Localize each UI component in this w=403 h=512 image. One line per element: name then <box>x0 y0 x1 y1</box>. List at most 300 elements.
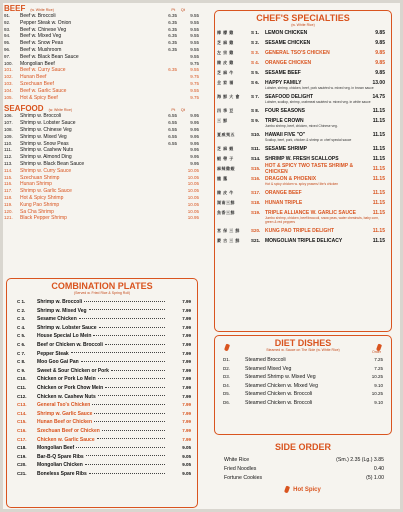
beef-item-number: 97. <box>4 53 11 59</box>
chef-item-name: HOT & SPICY TWO TASTE SHRIMP & CHICKEN <box>265 162 354 175</box>
chef-item-head <box>217 162 385 175</box>
chef-item-name: LEMON CHICKEN <box>265 29 308 36</box>
beef-item-name: Beef w. Mixed Veg <box>20 33 62 40</box>
seafood-item <box>4 215 199 222</box>
diet-item-name: Steamed Chicken w. Mixed Veg <box>245 382 318 389</box>
diet-item <box>223 373 383 382</box>
seafood-item-number: 114. <box>4 167 13 173</box>
seafood-item <box>4 209 199 216</box>
diet-item <box>223 399 383 408</box>
combo-item <box>17 350 191 359</box>
seafood-item-qt-price: 10.05 <box>187 174 199 180</box>
diet-item-number: D6. <box>223 399 231 405</box>
combo-list <box>7 295 197 478</box>
beef-item-pt-price: 6.35 <box>168 40 177 46</box>
diet-item-price: 10.25 <box>371 374 383 380</box>
seafood-item-name: Hunan Shrimp <box>20 181 52 188</box>
seafood-item <box>4 202 199 209</box>
combo-item-price: 7.99 <box>182 376 191 382</box>
combo-item-name: Szechuan Beef or Chicken <box>37 427 100 434</box>
seafood-item-name: Shrimp w. Snow Peas <box>20 140 69 147</box>
beef-item-name: Beef w. Broccoli <box>20 13 56 19</box>
chef-item-description: Hot & spicy chicken w. spicy prawns/ lite's chicken <box>265 182 339 186</box>
chef-item-code: S 5. <box>251 70 260 75</box>
combo-item-price: 7.99 <box>182 367 191 373</box>
beef-item-number: 101. <box>4 67 13 73</box>
leader-dots <box>79 318 165 319</box>
chef-item-chinese-name: 陳 皮 雞 <box>217 59 234 65</box>
combo-item-number: C15. <box>17 419 27 425</box>
combo-item-price: 7.99 <box>182 307 191 313</box>
chef-item-name: TRIPLE ALLIANCE W. GARLIC SAUCE <box>265 209 356 216</box>
diet-item-number: D1. <box>223 357 231 362</box>
diet-item-name: Steamed Chicken w. Broccoli <box>245 391 313 398</box>
side-item-name: White Rice <box>224 457 250 463</box>
beef-item <box>4 61 199 68</box>
combo-item-price: 7.99 <box>182 402 191 408</box>
chef-item-code: S 3. <box>251 50 260 55</box>
beef-item-qt-price: 9.55 <box>190 67 199 73</box>
seafood-item <box>4 113 199 120</box>
chef-item-code: S 1. <box>251 30 260 35</box>
combo-item <box>17 444 191 453</box>
leader-dots <box>86 455 165 456</box>
diet-item-name: Steamed Shrimp w. Mixed Veg <box>245 374 316 381</box>
chef-item-price: 11.15 <box>372 165 385 172</box>
beef-item-name: Beef w. Snow Peas <box>20 40 64 47</box>
chef-item-price: 9.85 <box>375 69 385 76</box>
beef-item-number: 94. <box>4 33 11 39</box>
side-title: SIDE ORDER <box>274 442 331 452</box>
chef-item-head <box>217 107 385 114</box>
leader-dots <box>76 447 165 448</box>
combo-item-price: 7.99 <box>182 341 191 347</box>
chef-item-chinese-name: 蝦 帶 子 <box>217 155 234 161</box>
side-item-name: Fried Noodles <box>224 466 257 472</box>
chef-item-price: 14.75 <box>372 93 385 100</box>
leader-dots <box>99 327 165 328</box>
beef-item <box>4 40 199 47</box>
chef-item-chinese-name: 芝 麻 牛 <box>217 69 234 75</box>
seafood-item-pt-price: 6.55 <box>168 140 177 146</box>
seafood-item-number: 121. <box>4 215 13 221</box>
combo-item-number: C17. <box>17 436 27 442</box>
chef-item <box>217 155 385 162</box>
side-list <box>214 456 392 483</box>
combo-item-name: Chicken w. Garlic Sauce <box>37 436 95 443</box>
chef-item <box>217 162 385 175</box>
chef-item-name: KUNG PAO TRIPLE DELIGHT <box>265 227 335 234</box>
chef-item-price: 9.85 <box>375 49 385 56</box>
chef-item <box>217 79 385 90</box>
chef-item-code: S 6. <box>251 80 260 85</box>
beef-item-name: Beef w. Chinese Veg <box>20 26 67 33</box>
chef-item-price: 11.15 <box>372 209 385 216</box>
combo-item <box>17 324 191 333</box>
chef-item-name: HAWAII FIVE "O" <box>265 131 306 138</box>
diet-item-price: 9.10 <box>374 399 383 405</box>
beef-item-qt-price: 9.55 <box>190 19 199 25</box>
chef-item-name: DRAGON & PHOENIX <box>265 175 317 182</box>
chef-item-price: 11.15 <box>372 189 385 196</box>
combo-item-name: Bar-B-Q Spare Ribs <box>37 453 84 460</box>
seafood-item-qt-price: 9.95 <box>190 120 199 126</box>
beef-item <box>4 67 199 74</box>
seafood-item <box>4 154 199 161</box>
chef-item <box>217 93 385 104</box>
chef-item-head <box>217 209 385 216</box>
side-item-name: Fortune Cookies <box>224 475 263 481</box>
beef-item-pt-price: 6.35 <box>168 67 177 73</box>
chef-item <box>217 49 385 56</box>
combo-item-price: 7.99 <box>182 316 191 322</box>
chef-item-head <box>217 155 385 162</box>
leader-dots <box>102 430 165 431</box>
beef-item-pt-price: 6.35 <box>168 33 177 39</box>
beef-pt-label: Pt <box>171 7 176 12</box>
chef-item-head <box>217 79 385 86</box>
beef-pt-qt <box>171 7 199 12</box>
diet-item-name: Steamed Mixed Veg <box>245 365 292 372</box>
combo-item-name: Boneless Spare Ribs <box>37 470 87 477</box>
chef-item-price: 9.85 <box>375 29 385 36</box>
seafood-item-number: 120. <box>4 208 13 214</box>
side-item <box>214 456 392 465</box>
combo-item-price: 7.99 <box>182 359 191 365</box>
beef-item-number: 92. <box>4 19 11 25</box>
chef-item-head <box>217 227 385 234</box>
combo-item-name: Beef or Chicken w. Broccoli <box>37 341 103 348</box>
chef-item <box>217 175 385 186</box>
diet-item <box>223 365 383 374</box>
beef-item-pt-price: 6.35 <box>168 46 177 52</box>
diet-item <box>223 390 383 399</box>
seafood-item-number: 110. <box>4 140 13 146</box>
seafood-item-name: Shrimp w. Broccoli <box>20 113 62 120</box>
chef-item <box>217 237 385 244</box>
leader-dots <box>97 438 165 439</box>
seafood-item <box>4 175 199 182</box>
seafood-item-name: Szechuan Shrimp <box>20 174 60 181</box>
combo-item <box>17 384 191 393</box>
chef-item-head <box>217 117 385 124</box>
combo-item-price: 7.99 <box>182 393 191 399</box>
combo-item <box>17 367 191 376</box>
seafood-item-pt-price: 6.55 <box>168 133 177 139</box>
chef-item-chinese-name: 四 季 豆 <box>217 107 234 113</box>
seafood-item-name: Shrimp w. Chinese Veg <box>20 126 72 133</box>
beef-item-qt-price: 9.55 <box>190 53 199 59</box>
chef-item-name: ORANGE BEEF <box>265 189 302 196</box>
seafood-item <box>4 147 199 154</box>
chef-item <box>217 39 385 46</box>
combo-item-number: C 7. <box>17 350 26 356</box>
seafood-item-qt-price: 10.05 <box>187 194 199 200</box>
leader-dots <box>93 335 165 336</box>
beef-item-number: 91. <box>4 13 11 18</box>
chef-item-chinese-name: 湖南三鮮 <box>217 199 235 205</box>
combo-item <box>17 332 191 341</box>
combo-item-number: C 3. <box>17 316 26 322</box>
chef-item <box>217 131 385 142</box>
combo-item <box>17 298 191 307</box>
beef-note: (w. White Rice) <box>30 8 54 12</box>
chef-item-head <box>217 145 385 152</box>
chef-item-chinese-name: 全 家 福 <box>217 79 234 85</box>
seafood-item-number: 118. <box>4 194 13 200</box>
chef-item-head <box>217 93 385 100</box>
chef-item <box>217 145 385 152</box>
beef-item-qt-price: 9.55 <box>190 40 199 46</box>
seafood-item-qt-price: 9.95 <box>190 147 199 153</box>
beef-item-qt-price: 9.75 <box>190 74 199 80</box>
seafood-item-number: 116. <box>4 181 13 187</box>
diet-item-name: Steamed Chicken w. Broccoli <box>245 399 313 406</box>
leader-dots <box>98 395 165 396</box>
beef-item-pt-price: 6.35 <box>168 13 177 18</box>
leader-dots <box>81 361 165 362</box>
combo-item <box>17 418 191 427</box>
side-item <box>214 474 392 483</box>
chef-item-description: Scallop, beef, pork, chicken & shrimp w. chef special sauce <box>265 138 352 142</box>
chef-list <box>215 27 391 244</box>
seafood-item-number: 111. <box>4 147 13 153</box>
chef-item-price: 11.15 <box>372 237 385 244</box>
chef-item-name: SEAFOOD DELIGHT <box>265 93 314 100</box>
beef-item-number: 105. <box>4 94 13 100</box>
chef-item-chinese-name: 龍 鳳 <box>217 175 228 181</box>
combo-item <box>17 461 191 470</box>
seafood-item-number: 107. <box>4 120 13 126</box>
chef-item-code: S 4. <box>251 60 260 65</box>
diet-order-label: Order <box>372 350 381 354</box>
seafood-item-name: Hot & Spicy Shrimp <box>20 194 64 201</box>
chef-item-price: 9.85 <box>375 39 385 46</box>
chef-item-price: 11.15 <box>372 145 385 152</box>
chef-item-chinese-name: 左 宗 雞 <box>217 49 234 55</box>
legend-label: Hot Spicy <box>293 486 321 493</box>
beef-item <box>4 13 199 20</box>
chef-item-name: ORANGE CHICKEN <box>265 59 312 66</box>
combo-item <box>17 410 191 419</box>
diet-item-price: 7.25 <box>374 357 383 362</box>
chef-item-description: Lobster, scallop, shrimp, crabmeat sautéed w. mixed veg. in white sauce <box>265 100 371 104</box>
seafood-item-qt-price: 10.95 <box>187 215 199 221</box>
combo-item-name: Moo Goo Gai Pan <box>37 359 79 366</box>
beef-item-number: 104. <box>4 87 13 93</box>
combo-item-number: C13. <box>17 402 27 408</box>
combo-item-name: Chicken w. Cashew Nuts <box>37 393 96 400</box>
seafood-item-number: 115. <box>4 174 13 180</box>
chef-item-code: S17. <box>251 190 261 195</box>
chef-item-chinese-name: 麻辣雞蝦 <box>217 165 235 171</box>
combination-plates-box <box>6 278 198 508</box>
combo-item-price: 7.99 <box>182 350 191 356</box>
beef-item-name: Beef w. Black Bean Sauce <box>20 53 79 60</box>
combo-item <box>17 358 191 367</box>
combo-item <box>17 341 191 350</box>
beef-item-pt-price: 6.35 <box>168 19 177 25</box>
combo-item-number: C18. <box>17 445 27 451</box>
chef-item-name: TRIPLE CROWN <box>265 117 304 124</box>
chefs-specialties-box <box>214 10 392 332</box>
chef-item <box>217 59 385 66</box>
combo-item-number: C21. <box>17 470 27 476</box>
chef-item-chinese-name: 陳 皮 牛 <box>217 189 234 195</box>
combo-item <box>17 427 191 436</box>
beef-item-name: Szechuan Beef <box>20 80 54 87</box>
beef-item-qt-price: 9.75 <box>190 80 199 86</box>
combo-item <box>17 315 191 324</box>
combo-item-number: C19. <box>17 453 27 459</box>
diet-item-name: Steamed Broccoli <box>245 357 286 363</box>
beef-item <box>4 54 199 61</box>
chef-item-head <box>217 131 385 138</box>
combo-item-number: C16. <box>17 427 27 433</box>
combo-item-price: 9.05 <box>182 470 191 476</box>
chef-item <box>217 209 385 224</box>
chef-item <box>217 199 385 206</box>
leader-dots <box>111 370 165 371</box>
beef-item-number: 93. <box>4 26 11 32</box>
combo-item-name: House Special Lo Mein <box>37 333 92 340</box>
beef-item <box>4 47 199 54</box>
side-order-section <box>214 442 392 493</box>
seafood-item-qt-price: 10.05 <box>187 167 199 173</box>
beef-item-qt-price: 9.55 <box>190 33 199 39</box>
combo-item-price: 7.99 <box>182 333 191 339</box>
combo-item-number: C 2. <box>17 307 26 313</box>
chef-item-head <box>217 199 385 206</box>
combo-title: COMBINATION PLATES <box>51 281 153 291</box>
combo-item-price: 7.99 <box>182 436 191 442</box>
beef-item-name: Beef w. Curry Sauce <box>20 67 66 74</box>
chef-item-name: GENERAL TSO'S CHICKEN <box>265 49 330 56</box>
leader-dots <box>98 378 165 379</box>
chef-item-description: Jumbo shrimp, chicken, beef/broccoli, snow peas, water chestnuts, baby corn, green & red peppers <box>265 216 379 224</box>
chef-item-price: 9.85 <box>375 59 385 66</box>
seafood-item-qt-price: 9.95 <box>190 113 199 119</box>
chef-item-code: S16. <box>251 176 261 181</box>
beef-item-qt-price: 9.75 <box>190 94 199 100</box>
seafood-item-number: 108. <box>4 126 13 132</box>
combo-item-price: 7.99 <box>182 299 191 304</box>
seafood-item-qt-price: 9.95 <box>190 126 199 132</box>
combo-item-number: C14. <box>17 410 27 416</box>
seafood-item-name: Shrimp w. Mixed Veg <box>20 133 67 140</box>
combo-item-number: C 5. <box>17 333 26 339</box>
seafood-item-qt-price: 10.05 <box>187 181 199 187</box>
combo-item-number: C12. <box>17 393 27 399</box>
beef-item <box>4 27 199 34</box>
seafood-pt-label: Pt <box>171 107 176 113</box>
seafood-section <box>4 104 199 222</box>
chef-item-head <box>217 69 385 76</box>
chef-item-code: S 9. <box>251 118 260 123</box>
chef-item-price: 11.15 <box>372 175 385 182</box>
chef-title: CHEF'S SPECIALTIES <box>256 13 350 23</box>
beef-item-qt-price: 9.55 <box>190 13 199 18</box>
diet-item-price: 7.25 <box>374 365 383 371</box>
chef-item-chinese-name: 芝 麻 蝦 <box>217 145 234 151</box>
chef-item-name: SESAME CHICKEN <box>265 39 311 46</box>
combo-item-price: 9.05 <box>182 445 191 451</box>
seafood-item <box>4 181 199 188</box>
seafood-item-qt-price: 9.95 <box>190 140 199 146</box>
chef-item-price: 13.00 <box>372 79 385 86</box>
combo-item-number: C 4. <box>17 324 26 330</box>
chef-item-code: S18. <box>251 200 261 205</box>
chef-item-name: MONGOLIAN TRIPLE DELICACY <box>265 237 343 244</box>
chef-item-price: 11.15 <box>372 227 385 234</box>
seafood-item-name: Shrimp w. Black Bean Sauce <box>20 160 85 167</box>
diet-item <box>223 382 383 391</box>
chef-item <box>217 189 385 196</box>
combo-item-price: 9.05 <box>182 453 191 459</box>
leader-dots <box>89 309 165 310</box>
chef-item-chinese-name: 檸 檬 雞 <box>217 29 234 35</box>
chef-item-code: S 2. <box>251 40 260 45</box>
combo-item-number: C 9. <box>17 367 26 373</box>
chef-item-chinese-name: 海 鮮 大 會 <box>217 93 240 99</box>
beef-item <box>4 95 199 102</box>
combo-item-number: C10. <box>17 376 27 382</box>
chef-item <box>217 69 385 76</box>
beef-item-name: Beef w. Mushroom <box>20 46 62 53</box>
diet-dishes-box <box>214 335 392 435</box>
seafood-item-name: Black Pepper Shrimp <box>20 215 67 222</box>
combo-item <box>17 393 191 402</box>
beef-item-qt-price: 9.55 <box>190 87 199 93</box>
combo-item-name: Sweet & Sour Chicken or Pork <box>37 367 109 374</box>
beef-section <box>4 4 199 101</box>
seafood-item <box>4 195 199 202</box>
beef-item-pt-price: 6.35 <box>168 26 177 32</box>
beef-qt-label: Qt <box>180 7 185 12</box>
beef-item-name: Pepper Steak w. Onion <box>20 19 72 26</box>
chef-item-description: Jumbo shrimp, beef, chicken, mixed Chinese veg. <box>265 124 338 128</box>
diet-item-number: D2. <box>223 365 231 371</box>
beef-item-name: Mongolian Beef <box>20 60 55 67</box>
chef-item <box>217 29 385 36</box>
chef-item-price: 11.15 <box>372 199 385 206</box>
chef-item-chinese-name: 三 鮮 <box>217 117 228 123</box>
combo-item-price: 7.99 <box>182 419 191 425</box>
chef-item-head <box>217 189 385 196</box>
seafood-item-pt-price: 6.55 <box>168 120 177 126</box>
chef-item-head <box>217 29 385 36</box>
chef-item-code: S 7. <box>251 94 260 99</box>
seafood-item <box>4 188 199 195</box>
combo-item-name: Mongolian Chicken <box>37 462 83 469</box>
seafood-item-qt-price: 10.05 <box>187 208 199 214</box>
chef-item-name: SHRIMP W. FRESH SCALLOPS <box>265 155 339 162</box>
chef-note: (w. White Rice) <box>291 23 315 27</box>
combo-item-number: C 8. <box>17 359 26 365</box>
seafood-title <box>4 104 199 113</box>
chef-item-head <box>217 237 385 244</box>
beef-item-qt-price: 9.55 <box>190 26 199 32</box>
seafood-item-number: 112. <box>4 154 13 160</box>
seafood-note: (w. White Rice) <box>48 108 73 113</box>
chef-item-name: FOUR SEASONS <box>265 107 306 114</box>
chef-item-price: 11.15 <box>372 107 385 114</box>
combo-item <box>17 401 191 410</box>
seafood-item <box>4 161 199 168</box>
combo-item <box>17 453 191 462</box>
chef-item-code: S14. <box>251 156 261 161</box>
combo-item-number: C11. <box>17 384 27 390</box>
